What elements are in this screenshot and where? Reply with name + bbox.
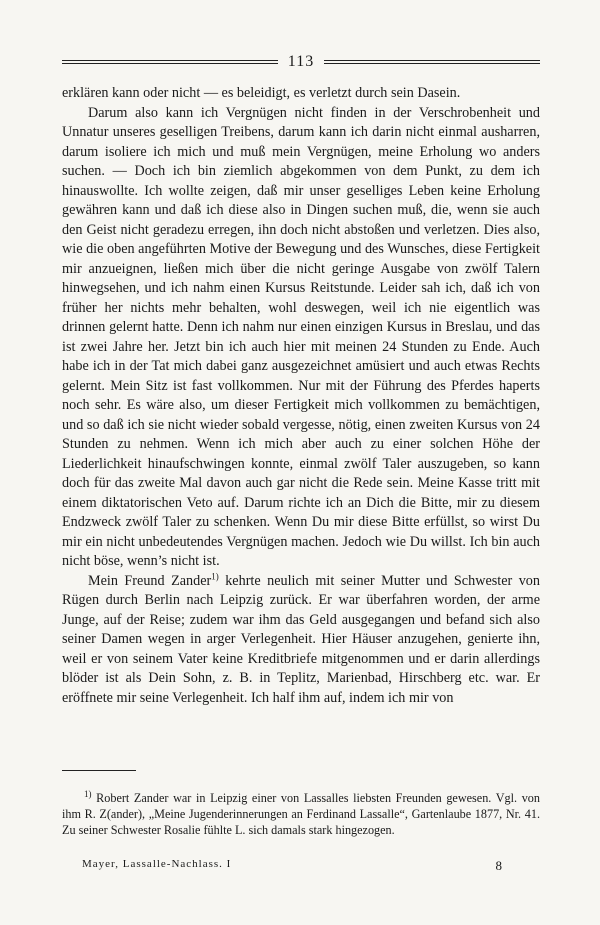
footnote-text: Robert Zander war in Leipzig einer von Lassalles liebsten Freunden gewesen. Vgl. von ihm R. Z(ander), „Meine Jugenderinnerungen an Ferdinand Lassalle“, Gartenlaube 1877, Nr. 41. Zu seiner Schwester Rosalie fühlte L. sich damals stark hingezogen. xyxy=(62,791,540,837)
running-header xyxy=(62,52,540,72)
footnote xyxy=(62,790,540,838)
paragraph-3-lead: Mein Freund Zander xyxy=(88,572,212,589)
main-text xyxy=(62,84,540,708)
paragraph-2: Darum also kann ich Vergnügen nicht finden in der Verschrobenheit und Unnatur unseres geselligen Treibens, darum kann ich darin nicht einmal ausharren, darum isoliere ich mich und muß mein Vergnügen, meine Erholung wo anders suchen. — Doch ich bin ziemlich abgekommen von dem Punkt, zu dem ich hinauswollte. Ich wollte zeigen, daß mir unser geselliges Leben keine Erholung gewähren kann und daß ich diese also in Dingen suchen muß, die, wenn sie auch den Geist nicht geradezu erregen, ihn doch nicht abstoßen und verletzen. Dies also, wie die oben angeführten Motive der Bewegung und des Wunsches, diese Fertigkeit mir anzueignen, ließen mich über die nicht geringe Ausgabe von zwölf Talern hinwegsehen, und ich nahm einen Kursus Reitstunde. Leider sah ich, daß ich von früher her nichts mehr behalten, wohl deswegen, weil ich nie eigentlich was drinnen gelernt hatte. Denn ich nahm nur einen einzigen Kursus in Breslau, und das ist zwei Jahre her. Jetzt bin ich auch hier mit meinen 24 Stunden zu Ende. Auch habe ich in der Tat mich dabei ganz ausgezeichnet amüsiert und auch etwas Rechts gelernt. Mein Sitz ist fast vollkommen. Nur mit der Führung des Pferdes haperts noch sehr. Es wäre also, um dieser Fertigkeit mich vollkommen zu bemächtigen, und so daß ich sie nicht wieder sobald vergesse, nötig, einen zweiten Kursus von 24 Stunden zu nehmen. Wenn ich mich aber auch zu einer solchen Höhe der Liederlichkeit hinaufschwingen konnte, einmal zwölf Taler auszugeben, so kann doch für das zweite Mal davon auch gar nicht die Rede sein. Meine Kasse tritt mit einem diktatorischen Veto auf. Darum richte ich an Dich die Bitte, mir zu diesem Endzweck zwölf Taler zu schenken. Wenn Du mir diese Bitte erfüllst, so wirst Du mir ein nicht unbedeutendes Vergnügen machen. Jedoch wie Du willst. Ich bin auch nicht böse, wenn’s nicht ist. xyxy=(62,104,540,569)
footnote-mark: 1) xyxy=(84,788,92,799)
paragraph-continuation: erklären kann oder nicht — es beleidigt, es verletzt durch sein Dasein. xyxy=(62,85,461,101)
paragraph-3-rest: kehrte neulich mit seiner Mutter und Schwester von Rügen durch Berlin nach Leipzig zurück. Er war überfahren worden, der arme Junge, auf der Reise; zudem war ihm das Geld ausgegangen und befand sich also seiner Damen wegen in arger Verlegenheit. Hier Häuser anzugehen, genierte ihn, weil er von seinem Vater keine Kreditbriefe mitgenommen und er darin allerdings blöder ist als Dein Sohn, z. B. in Teplitz, Marienbad, Hirschberg etc. war. Er eröffnete mir seine Verlegenheit. Ich half ihm auf, indem ich mir von xyxy=(62,572,540,706)
footnote-reference: 1) xyxy=(211,570,219,581)
signature-mark: Mayer, Lassalle-Nachlass. I xyxy=(82,858,232,870)
page-number: 113 xyxy=(287,53,315,70)
paragraph-3 xyxy=(62,572,540,709)
folio-number: 8 xyxy=(495,858,502,873)
header-rule-right xyxy=(324,60,540,64)
footnote-separator xyxy=(62,770,136,771)
page-footer xyxy=(82,858,502,874)
header-rule-left xyxy=(62,60,278,64)
